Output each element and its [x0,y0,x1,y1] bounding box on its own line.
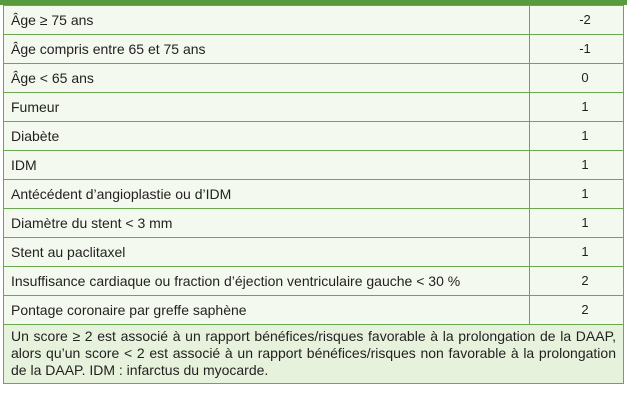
table-row [4,35,624,64]
table-row [4,151,624,180]
criterion-cell: Fumeur [4,93,530,122]
score-cell: -2 [530,6,624,35]
criterion-cell: IDM [4,151,530,180]
score-cell: 1 [530,180,624,209]
footnote-text: Un score ≥ 2 est associé à un rapport bénéfices/risques favorable à la prolongation de la DAAP, alors qu’un score < 2 est associé à un rapport bénéfices/risques non favorable à la prolongation de la DAAP. IDM : infarctus du myocarde. [4,325,624,384]
criterion-cell: Pontage coronaire par greffe saphène [4,296,530,325]
table-row [4,209,624,238]
score-cell: 2 [530,296,624,325]
footnote-row [4,325,624,384]
score-cell: 1 [530,122,624,151]
criterion-cell: Insuffisance cardiaque ou fraction d’éjection ventriculaire gauche < 30 % [4,267,530,296]
score-cell: -1 [530,35,624,64]
score-cell: 1 [530,238,624,267]
criterion-cell: Âge < 65 ans [4,64,530,93]
criterion-cell: Stent au paclitaxel [4,238,530,267]
table-row [4,93,624,122]
table-row [4,180,624,209]
table-row [4,267,624,296]
table-row [4,64,624,93]
score-cell: 1 [530,93,624,122]
criterion-cell: Diabète [4,122,530,151]
criterion-cell: Âge ≥ 75 ans [4,6,530,35]
table-row [4,238,624,267]
criterion-cell: Diamètre du stent < 3 mm [4,209,530,238]
table-row [4,6,624,35]
table-row [4,122,624,151]
score-cell: 2 [530,267,624,296]
score-cell: 0 [530,64,624,93]
table-row [4,296,624,325]
score-table [3,5,624,384]
score-cell: 1 [530,151,624,180]
criterion-cell: Âge compris entre 65 et 75 ans [4,35,530,64]
criterion-cell: Antécédent d’angioplastie ou d’IDM [4,180,530,209]
score-cell: 1 [530,209,624,238]
